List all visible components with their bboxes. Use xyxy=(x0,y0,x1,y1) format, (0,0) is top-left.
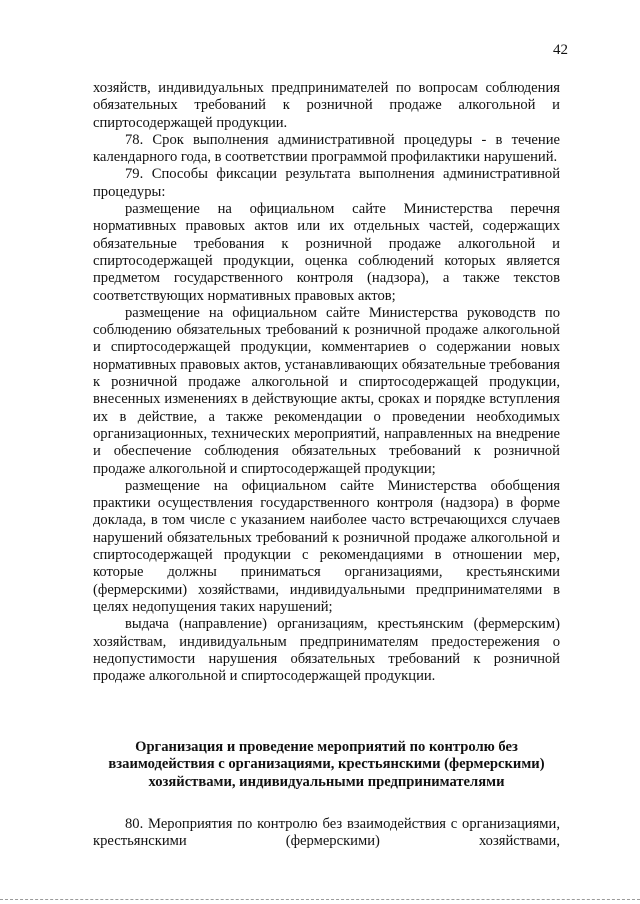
document-body-continued xyxy=(93,816,560,851)
paragraph-78-deadline: 78. Срок выполнения административной процедуры - в течение календарного года, в соответствии программой профилактики нарушений. xyxy=(93,131,560,166)
paragraph-continuation: хозяйств, индивидуальных предпринимателей по вопросам соблюдения обязательных требований к розничной продаже алкогольной и спиртосодержащей продукции. xyxy=(93,80,560,131)
scan-edge-divider xyxy=(0,899,640,900)
paragraph-80-control-measures: 80. Мероприятия по контролю без взаимодействия с организациями, крестьянскими (фермерскими) хозяйствами, xyxy=(93,816,560,850)
list-item-compliance-guides: размещение на официальном сайте Министерства руководств по соблюдению обязательных требований к розничной продаже алкогольной и спиртосодержащей продукции, комментариев о содержании новых нормативных правовых актов, устанавливающих обязательные требования к розничной продаже алкогольной и спиртосодержащей продукции, внесенных изменениях в действующие акты, сроках и порядке вступления их в действие, а также рекомендации о проведении необходимых организационных, технических мероприятий, направленных на внедрение и обеспечение соблюдения обязательных требований к розничной продаже алкогольной и спиртосодержащей продукции; xyxy=(93,304,560,477)
list-item-warnings-issuance: выдача (направление) организациям, крестьянским (фермерским) хозяйствам, индивидуальным предпринимателям предостережения о недопустимости нарушения обязательных требований к розничной продаже алкогольной и спиртосодержащей продукции. xyxy=(93,616,560,685)
list-item-practice-summary: размещение на официальном сайте Министерства обобщения практики осуществления государственного контроля (надзора) в форме доклада, в том числе с указанием наиболее часто встречающихся случаев нарушений обязательных требований к розничной продаже алкогольной и спиртосодержащей продукции с рекомендациями в отношении мер, которые должны приниматься организациями, крестьянскими (фермерскими) хозяйствами, индивидуальными предпринимателями в целях недопущения таких нарушений; xyxy=(93,477,560,615)
document-body xyxy=(93,80,560,685)
page-number: 42 xyxy=(553,42,568,58)
paragraph-79-recording-methods: 79. Способы фиксации результата выполнения административной процедуры: xyxy=(93,166,560,200)
section-heading: Организация и проведение мероприятий по контролю без взаимодействия с организациями, крестьянскими (фермерскими) хозяйствами, индивидуальными предпринимателями xyxy=(108,739,545,790)
list-item-legal-acts-list: размещение на официальном сайте Министерства перечня нормативных правовых актов или их отдельных частей, содержащих обязательные требования к розничной продаже алкогольной и спиртосодержащей продукции, оценка соблюдений которых является предметом государственного контроля (надзора), а также текстов соответствующих нормативных правовых актов; xyxy=(93,201,560,304)
